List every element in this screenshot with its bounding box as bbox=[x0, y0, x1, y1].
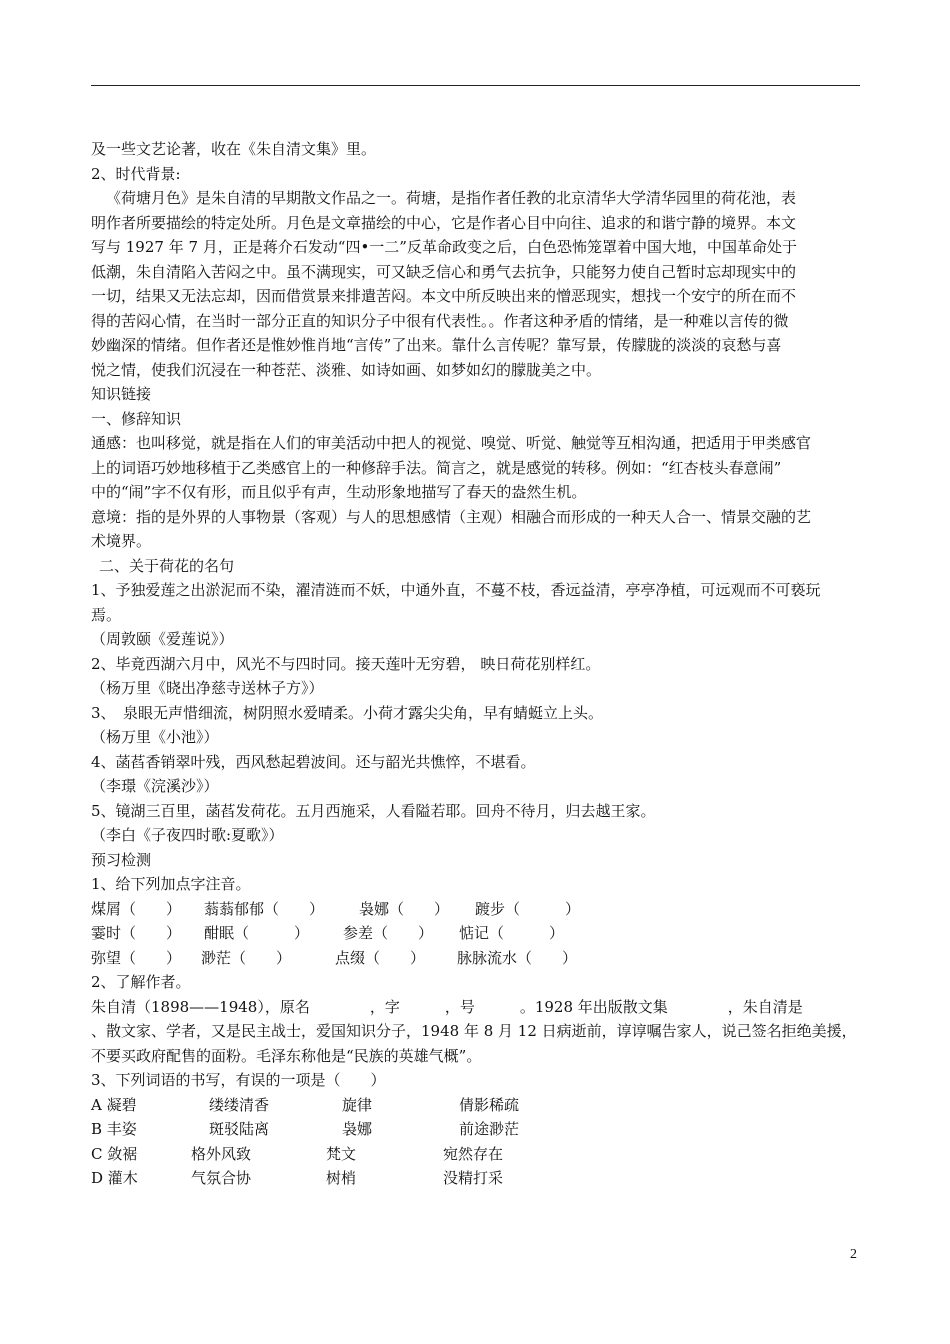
phonetic-row bbox=[91, 897, 860, 922]
text-line: 2、毕竟西湖六月中，风光不与四时同。接天莲叶无穷碧， 映日荷花别样红。 bbox=[91, 654, 601, 673]
text-line: 一切，结果又无法忘却，因而借赏景来排遣苦闷。本文中所反映出来的憎恶现实，想找一个安宁的所在而不 bbox=[91, 287, 797, 305]
option-item: 缕缕清香 bbox=[209, 1095, 270, 1114]
phonetic-item: 煤屑（ ） bbox=[91, 899, 182, 918]
phonetic-item: 点缀（ ） bbox=[335, 948, 426, 967]
citation: （李璟《浣溪沙》） bbox=[91, 777, 219, 795]
text-line: 3、 泉眼无声惜细流，树阴照水爱晴柔。小荷才露尖尖角，早有蜻蜓立上头。 bbox=[91, 703, 604, 722]
section-heading: 知识链接 bbox=[91, 385, 152, 403]
citation: （李白《子夜四时歌:夏歌》） bbox=[91, 826, 284, 844]
phonetic-item: 袅娜（ ） bbox=[359, 899, 450, 918]
text-line: 写与 1927 年 7 月，正是蒋介石发动“四•一二”反革命政变之后，白色恐怖笼罩着中国大地，中国革命处于 bbox=[91, 238, 797, 256]
text-line: 明作者所要描绘的特定处所。月色是文章描绘的中心，它是作者心目中向往、追求的和谐宁静的境界。本文 bbox=[91, 213, 797, 232]
text-line: 悦之情，使我们沉浸在一种苍茫、淡雅、如诗如画、如梦如幻的朦胧美之中。 bbox=[91, 360, 602, 379]
option-item: C 敛裾 bbox=[91, 1144, 138, 1163]
text-line: 朱自清（1898——1948），原名 ，字 ，号 。1928 年出版散文集 ，朱自清是 bbox=[91, 997, 803, 1016]
phonetic-item: 脉脉流水（ ） bbox=[457, 948, 578, 967]
text-line: 术境界。 bbox=[91, 532, 152, 550]
text-line: 2、时代背景: bbox=[91, 164, 181, 183]
section-heading: 一、修辞知识 bbox=[91, 409, 182, 428]
text-line: 5、镜湖三百里，菡萏发荷花。五月西施采，人看隘若耶。回舟不待月，归去越王家。 bbox=[91, 801, 656, 820]
text-line: 中的“闹”字不仅有形，而且似乎有声，生动形象地描写了春天的盎然生机。 bbox=[91, 483, 587, 501]
header-rule bbox=[91, 85, 860, 86]
text-line: 低潮，朱自清陷入苦闷之中。虽不满现实，可又缺乏信心和勇气去抗争，只能努力使自己暂时忘却现实中的 bbox=[91, 262, 797, 281]
option-item: 旋律 bbox=[342, 1095, 373, 1114]
option-item: 前途渺茫 bbox=[459, 1120, 520, 1138]
text-line: 上的词语巧妙地移植于乙类感官上的一种修辞手法。简言之，就是感觉的转移。例如：“红杏枝头春意闹” bbox=[91, 458, 782, 477]
phonetic-item: 踱步（ ） bbox=[475, 899, 581, 918]
section-heading: 预习检测 bbox=[91, 850, 152, 869]
citation: （周敦颐《爱莲说》） bbox=[91, 630, 234, 648]
question-line: 1、给下列加点字注音。 bbox=[91, 875, 251, 893]
document-body bbox=[91, 137, 860, 1191]
citation: （杨万里《晓出净慈寺送林子方》） bbox=[91, 679, 324, 697]
text-line: 4、菡萏香销翠叶残，西风愁起碧波间。还与韶光共憔悴，不堪看。 bbox=[91, 752, 536, 771]
question-line: 3、下列词语的书写，有误的一项是（ ） bbox=[91, 1071, 386, 1089]
option-item: 宛然存在 bbox=[443, 1144, 504, 1163]
text-line: 及一些文艺论著，收在《朱自清文集》里。 bbox=[91, 140, 377, 158]
phonetic-item: 酣眠（ ） bbox=[204, 924, 310, 942]
option-row bbox=[91, 1093, 860, 1118]
phonetic-item: 蓊蓊郁郁（ ） bbox=[204, 899, 325, 918]
option-item: 树梢 bbox=[326, 1169, 357, 1187]
section-heading: 二、关于荷花的名句 bbox=[99, 556, 235, 575]
option-row bbox=[91, 1117, 860, 1142]
phonetic-item: 参差（ ） bbox=[343, 924, 434, 942]
text-line: 1、予独爱莲之出淤泥而不染，濯清涟而不妖，中通外直，不蔓不枝，香远益清，亭亭净植，可远观而不可亵玩 bbox=[91, 581, 821, 599]
question-line: 2、了解作者。 bbox=[91, 973, 191, 991]
text-line: 不要买政府配售的面粉。毛泽东称他是“民族的英雄气概”。 bbox=[91, 1046, 482, 1065]
phonetic-item: 弥望（ ） bbox=[91, 948, 182, 967]
option-item: 没精打采 bbox=[443, 1169, 504, 1187]
text-line: 妙幽深的情绪。但作者还是惟妙惟肖地“言传”了出来。靠什么言传呢？靠写景，传朦胧的淡淡的哀愁与喜 bbox=[91, 336, 782, 354]
phonetic-item: 惦记（ ） bbox=[459, 924, 565, 942]
citation: （杨万里《小池》） bbox=[91, 728, 219, 746]
option-item: 气氛合协 bbox=[191, 1169, 252, 1187]
text-line: 得的苦闷心情，在当时一部分正直的知识分子中很有代表性。。作者这种矛盾的情绪，是一种难以言传的微 bbox=[91, 311, 789, 330]
page-number: 2 bbox=[850, 1247, 857, 1262]
option-item: 斑驳陆离 bbox=[209, 1120, 270, 1138]
option-item: D 灌木 bbox=[91, 1169, 138, 1187]
phonetic-row bbox=[91, 946, 860, 971]
phonetic-item: 霎时（ ） bbox=[91, 924, 182, 942]
option-item: 袅娜 bbox=[342, 1120, 373, 1138]
option-item: 梵文 bbox=[326, 1144, 357, 1163]
option-row bbox=[91, 1166, 860, 1191]
text-line: 《荷塘月色》是朱自清的早期散文作品之一。荷塘，是指作者任教的北京清华大学清华园里的荷花池，表 bbox=[106, 189, 797, 207]
text-line: 、散文家、学者，又是民主战士，爱国知识分子，1948 年 8 月 12 日病逝前，谆谆嘱告家人，说己签名拒绝美援， bbox=[91, 1022, 857, 1040]
option-item: 倩影稀疏 bbox=[459, 1095, 520, 1114]
option-row bbox=[91, 1142, 860, 1167]
phonetic-row bbox=[91, 921, 860, 946]
option-item: 格外风致 bbox=[191, 1144, 252, 1163]
option-item: A 凝碧 bbox=[91, 1095, 137, 1114]
option-item: B 丰姿 bbox=[91, 1120, 137, 1138]
text-line: 通感：也叫移觉，就是指在人们的审美活动中把人的视觉、嗅觉、听觉、触觉等互相沟通，把适用于甲类感官 bbox=[91, 434, 812, 452]
phonetic-item: 渺茫（ ） bbox=[201, 948, 292, 967]
text-line: 焉。 bbox=[91, 605, 122, 624]
text-line: 意境：指的是外界的人事物景（客观）与人的思想感情（主观）相融合而形成的一种天人合一、情景交融的艺 bbox=[91, 507, 812, 526]
